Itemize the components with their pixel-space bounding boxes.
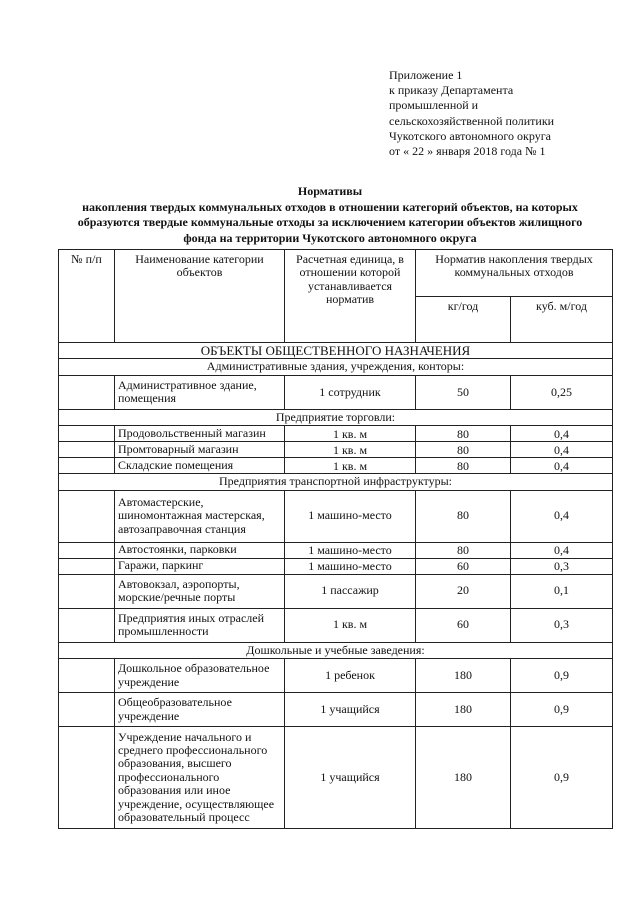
num-cell [59,426,115,442]
kg-cell: 60 [416,608,511,642]
name-cell: Учреждение начального и среднего профессионального образования, высшего профессионального образования или иное учреждение, осуществляющее образовательный процесс [115,727,285,829]
m3-cell: 0,3 [511,608,613,642]
unit-cell: 1 пассажир [285,574,416,608]
table-row [59,458,613,474]
name-cell: Автомастерские, шиномонтажная мастерская, автозаправочная станция [115,490,285,542]
num-cell [59,659,115,693]
appendix-line: Чукотского автономного округа [389,128,551,143]
kg-cell: 50 [416,375,511,409]
m3-cell: 0,4 [511,426,613,442]
unit-cell: 1 кв. м [285,426,416,442]
header-name: Наименование категории объектов [115,250,285,343]
name-cell: Продовольственный магазин [115,426,285,442]
title-line: накопления твердых коммунальных отходов в отношении категорий объектов, на которых [82,199,578,214]
appendix-line: Приложение 1 [389,68,463,82]
group-row [59,474,613,490]
num-cell [59,727,115,829]
m3-cell: 0,25 [511,375,613,409]
section-title: ОБЪЕКТЫ ОБЩЕСТВЕННОГО НАЗНАЧЕНИЯ [59,343,613,359]
name-cell: Административное здание, помещения [115,375,285,409]
header-num: № п/п [59,250,115,343]
table-row [59,574,613,608]
table-row [59,375,613,409]
num-cell [59,490,115,542]
table-row [59,542,613,558]
table-row [59,442,613,458]
table-row [59,558,613,574]
table-row [59,693,613,727]
table-row [59,608,613,642]
kg-cell: 80 [416,542,511,558]
num-cell [59,574,115,608]
num-cell [59,693,115,727]
name-cell: Предприятия иных отраслей промышленности [115,608,285,642]
title-heading: Нормативы [297,184,363,198]
header-norm: Норматив накопления твердых коммунальных отходов [416,250,613,297]
kg-cell: 80 [416,458,511,474]
unit-cell: 1 учащийся [285,693,416,727]
unit-cell: 1 машино-место [285,542,416,558]
kg-cell: 60 [416,558,511,574]
group-title: Предприятия транспортной инфраструктуры: [59,474,613,490]
num-cell [59,542,115,558]
header-m3: куб. м/год [511,297,613,343]
header-kg: кг/год [416,297,511,343]
group-title: Административные здания, учреждения, конторы: [59,359,613,375]
kg-cell: 180 [416,659,511,693]
unit-cell: 1 машино-место [285,490,416,542]
m3-cell: 0,9 [511,727,613,829]
unit-cell: 1 кв. м [285,458,416,474]
group-row [59,409,613,425]
group-title: Предприятие торговли: [59,409,613,425]
kg-cell: 80 [416,442,511,458]
m3-cell: 0,4 [511,442,613,458]
name-cell: Общеобразовательное учреждение [115,693,285,727]
title-line: фонда на территории Чукотского автономного округа [183,230,477,245]
table-row [59,490,613,542]
section-row [59,343,613,359]
num-cell [59,558,115,574]
num-cell [59,608,115,642]
group-row [59,359,613,375]
m3-cell: 0,1 [511,574,613,608]
m3-cell: 0,9 [511,693,613,727]
title-line: образуются твердые коммунальные отходы за исключением категории объектов жилищного [77,215,583,230]
table-row [59,659,613,693]
m3-cell: 0,4 [511,458,613,474]
unit-cell: 1 сотрудник [285,375,416,409]
group-row [59,642,613,658]
name-cell: Гаражи, паркинг [115,558,285,574]
unit-cell: 1 учащийся [285,727,416,829]
table-body [59,343,613,829]
appendix-line: промышленной и [389,98,479,113]
table-row [59,727,613,829]
appendix-line: сельскохозяйственной политики [389,113,555,128]
header-unit: Расчетная единица, в отношении которой устанавливается норматив [285,250,416,343]
kg-cell: 180 [416,727,511,829]
m3-cell: 0,3 [511,558,613,574]
name-cell: Дошкольное образовательное учреждение [115,659,285,693]
m3-cell: 0,9 [511,659,613,693]
num-cell [59,458,115,474]
name-cell: Автостоянки, парковки [115,542,285,558]
group-title: Дошкольные и учебные заведения: [59,642,613,658]
kg-cell: 80 [416,490,511,542]
appendix-block [389,68,629,159]
m3-cell: 0,4 [511,490,613,542]
unit-cell: 1 машино-место [285,558,416,574]
unit-cell: 1 кв. м [285,442,416,458]
table-row [59,426,613,442]
num-cell [59,442,115,458]
kg-cell: 80 [416,426,511,442]
name-cell: Автовокзал, аэропорты, морские/речные порты [115,574,285,608]
name-cell: Промтоварный магазин [115,442,285,458]
name-cell: Складские помещения [115,458,285,474]
num-cell [59,375,115,409]
appendix-line: к приказу Департамента [389,83,514,98]
document-title [30,184,630,246]
kg-cell: 180 [416,693,511,727]
appendix-line: от « 22 » января 2018 года № 1 [389,144,546,159]
m3-cell: 0,4 [511,542,613,558]
unit-cell: 1 ребенок [285,659,416,693]
unit-cell: 1 кв. м [285,608,416,642]
norms-table [58,249,613,829]
kg-cell: 20 [416,574,511,608]
